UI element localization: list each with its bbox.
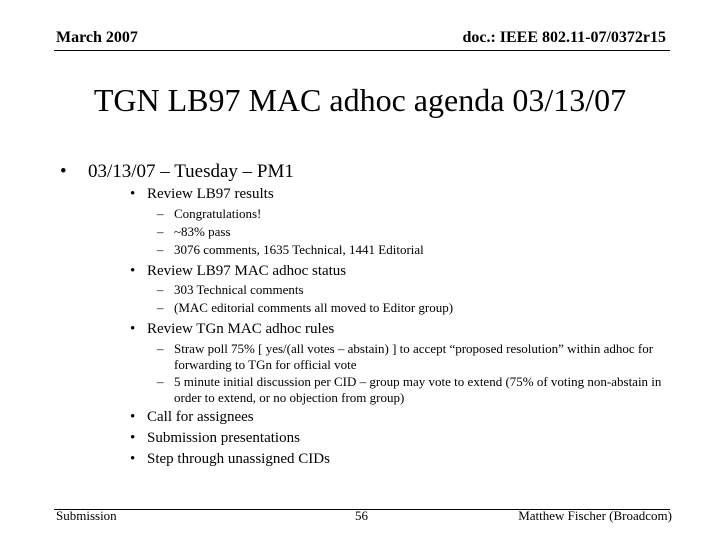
header-doc-id: doc.: IEEE 802.11-07/0372r15 (462, 29, 666, 46)
dash-marker: – (157, 206, 164, 221)
agenda-subitem-text: Straw poll 75% [ yes/(all votes – abstain) ] to accept “proposed resolution” within adhoc for forwarding to TGn for official vote (174, 341, 654, 372)
dash-marker: – (157, 282, 164, 297)
dash-marker: – (157, 242, 164, 257)
footer-author: Matthew Fischer (Broadcom) (518, 508, 672, 523)
agenda-subitem-text: 5 minute initial discussion per CID – group may vote to extend (75% of voting non-abstain in order to extend, or no objection from group) (174, 374, 662, 405)
dash-marker: – (157, 224, 164, 239)
header-divider (54, 50, 670, 51)
bullet-marker: • (130, 451, 136, 467)
slide-title: TGN LB97 MAC adhoc agenda 03/13/07 (93, 82, 627, 118)
footer-label: Submission (56, 508, 117, 523)
bullet-marker: • (60, 161, 67, 182)
header-date: March 2007 (56, 29, 138, 46)
agenda-item-label: Review LB97 results (147, 186, 274, 202)
agenda-item-label: Review LB97 MAC adhoc status (147, 263, 347, 279)
dash-marker: – (157, 374, 164, 389)
dash-marker: – (157, 300, 164, 315)
agenda-subitem-text: Congratulations! (174, 206, 262, 221)
bullet-marker: • (130, 186, 136, 202)
agenda-item-label: Review TGn MAC adhoc rules (147, 321, 335, 337)
bullet-marker: • (130, 430, 136, 446)
agenda-item-label: Submission presentations (147, 430, 300, 446)
agenda-subitem-text: ~83% pass (174, 224, 231, 239)
agenda-subitem-text: 303 Technical comments (174, 282, 304, 297)
bullet-marker: • (130, 409, 136, 425)
session-heading: 03/13/07 – Tuesday – PM1 (88, 161, 294, 182)
agenda-subitem-text: 3076 comments, 1635 Technical, 1441 Editorial (174, 242, 424, 257)
agenda-item-label: Step through unassigned CIDs (147, 451, 330, 467)
dash-marker: – (157, 341, 164, 356)
agenda-subitem-text: (MAC editorial comments all moved to Editor group) (174, 300, 454, 315)
page-number: 56 (355, 508, 368, 523)
bullet-marker: • (130, 321, 136, 337)
bullet-marker: • (130, 263, 136, 279)
agenda-item-label: Call for assignees (147, 409, 254, 425)
